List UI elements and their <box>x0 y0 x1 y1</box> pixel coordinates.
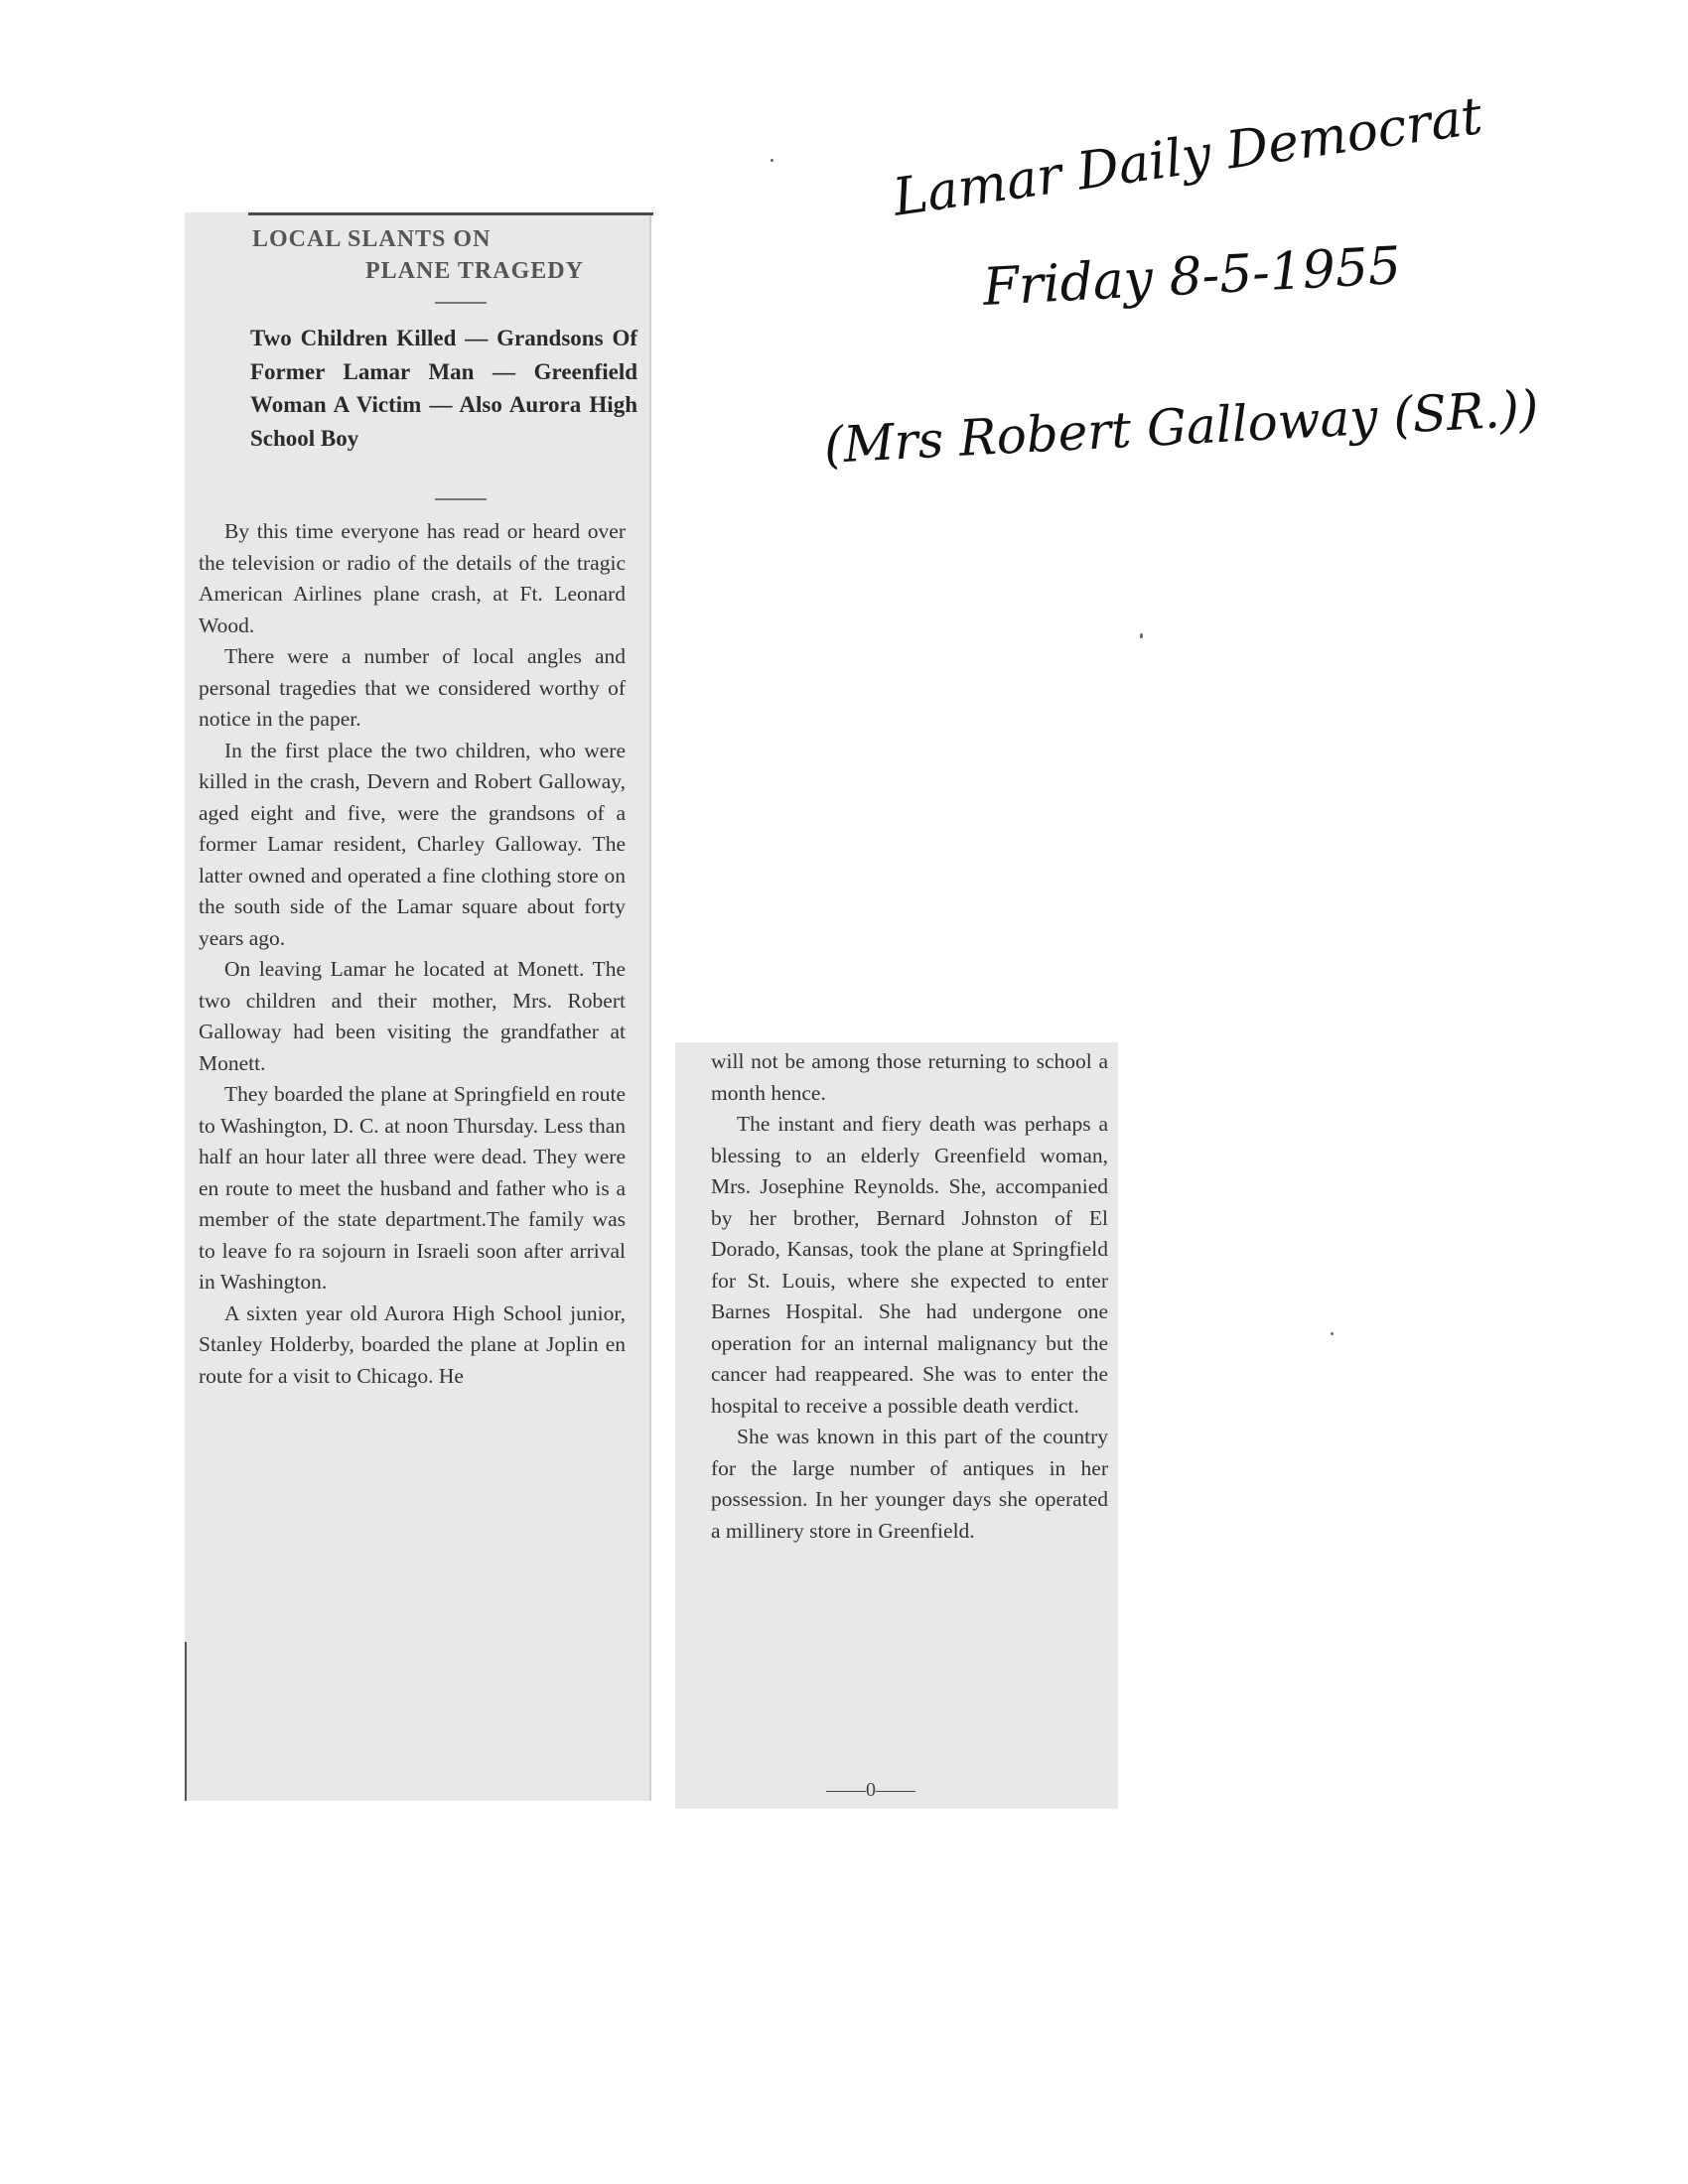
scan-speck <box>1331 1332 1334 1335</box>
column-edge-line <box>185 1642 187 1801</box>
clipping-left-column <box>185 212 651 1801</box>
handwritten-name: (Mrs Robert Galloway (SR.)) <box>822 379 1540 475</box>
clipping-right-column <box>675 1042 1118 1809</box>
paragraph: The instant and fiery death was perhaps a blessing to an elderly Greenfield woman, Mrs. Josephine Reynolds. She, accompanied by her brother, Bernard Johnston of El Dorado, Kansas, took the plane at Springfield for St. Louis, where she expected to enter Barnes Hospital. She had undergone one operation for an internal malignancy but the cancer had reappeared. She was to enter the hospital to receive a possible death verdict. <box>711 1112 1108 1418</box>
paragraph: She was known in this part of the country for the large number of antiques in her possession. In her younger days she operated a millinery store in Greenfield. <box>711 1425 1108 1543</box>
article-body-left <box>199 516 626 1392</box>
paragraph: On leaving Lamar he located at Monett. The two children and their mother, Mrs. Robert Galloway had been visiting the grandfather at Monett. <box>199 957 626 1075</box>
scan-speck <box>771 159 774 162</box>
sub-headline: Two Children Killed — Grandsons Of Former Lamar Man — Greenfield Woman A Victim — Also Aurora High School Boy <box>250 326 637 451</box>
article-body-right <box>711 1046 1108 1547</box>
paragraph: will not be among those returning to school a month hence. <box>711 1049 1108 1105</box>
end-mark: ——0—— <box>826 1779 915 1801</box>
headline-line-2: PLANE TRAGEDY <box>365 258 584 284</box>
headline-line-1: LOCAL SLANTS ON <box>252 226 492 252</box>
handwritten-newspaper-name: Lamar Daily Democrat <box>889 86 1486 228</box>
paragraph: They boarded the plane at Springfield en route to Washington, D. C. at noon Thursday. Less than half an hour later all three were dead. They were en route to meet the husband and father who is a member of the state department.The family was to leave fo ra sojourn in Israeli soon after arrival in Washington. <box>199 1082 626 1294</box>
paragraph: In the first place the two children, who were killed in the crash, Devern and Robert Galloway, aged eight and five, were the grandsons of a former Lamar resident, Charley Galloway. The latter owned and operated a fine clothing store on the south side of the Lamar square about forty years ago. <box>199 738 626 950</box>
headline-rule <box>248 212 653 215</box>
divider-dash <box>435 302 487 304</box>
handwritten-date: Friday 8-5-1955 <box>981 235 1403 318</box>
paragraph: A sixten year old Aurora High School junior, Stanley Holderby, boarded the plane at Joplin en route for a visit to Chicago. He <box>199 1300 626 1388</box>
divider-dash <box>435 498 487 500</box>
paragraph: There were a number of local angles and personal tragedies that we considered worthy of notice in the paper. <box>199 644 626 731</box>
scan-speck <box>1140 635 1143 638</box>
paragraph: By this time everyone has read or heard over the television or radio of the details of the tragic American Airlines plane crash, at Ft. Leonard Wood. <box>199 519 626 637</box>
